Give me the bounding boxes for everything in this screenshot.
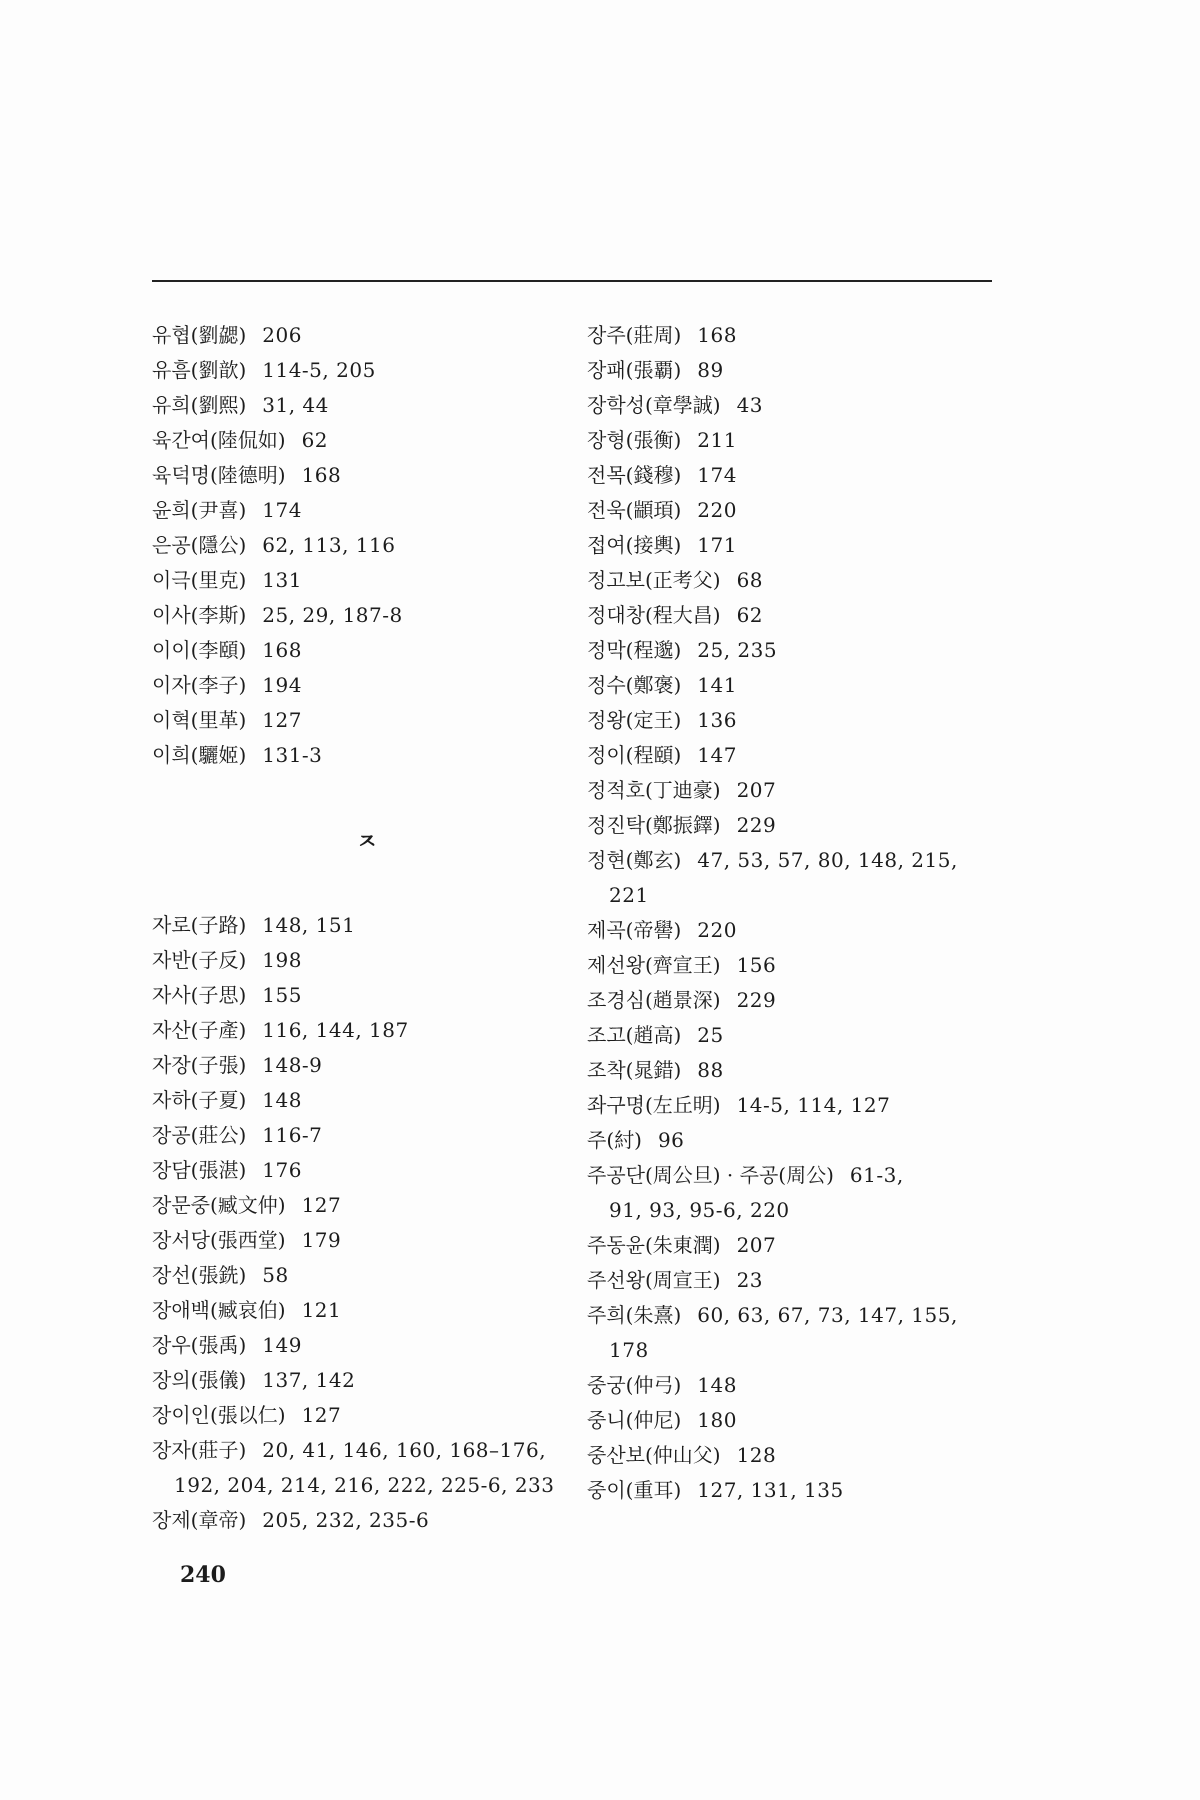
index-term: 장담(張湛) <box>152 1158 247 1182</box>
index-entry <box>152 353 582 388</box>
index-entry <box>152 1398 582 1433</box>
index-term: 이사(李斯) <box>152 603 247 627</box>
index-pages: 220 <box>697 498 737 522</box>
index-entry <box>587 1368 1017 1403</box>
index-term: 윤희(尹喜) <box>152 498 247 522</box>
index-entry <box>587 318 1017 353</box>
index-term: 정진탁(鄭振鐸) <box>587 813 721 837</box>
index-entry <box>152 458 582 493</box>
index-entry <box>587 1473 1017 1508</box>
index-entry <box>587 598 1017 633</box>
index-term: 접여(接輿) <box>587 533 682 557</box>
index-term: 제선왕(齊宣王) <box>587 953 721 977</box>
index-pages: 58 <box>262 1263 289 1287</box>
index-entry <box>152 1293 582 1328</box>
index-term: 장주(莊周) <box>587 323 682 347</box>
index-entry <box>152 1048 582 1083</box>
index-pages: 174 <box>697 463 737 487</box>
index-entry <box>587 1018 1017 1053</box>
index-entry <box>587 1088 1017 1123</box>
index-pages: 206 <box>262 323 302 347</box>
index-term: 장공(莊公) <box>152 1123 247 1147</box>
index-pages: 25 <box>697 1023 724 1047</box>
index-pages-continued: 192, 204, 214, 216, 222, 225-6, 233 <box>174 1473 555 1497</box>
index-term: 좌구명(左丘明) <box>587 1093 721 1117</box>
index-term: 이극(里克) <box>152 568 247 592</box>
index-pages: 148 <box>697 1373 737 1397</box>
index-term: 중이(重耳) <box>587 1478 682 1502</box>
index-pages: 176 <box>262 1158 302 1182</box>
header-rule <box>152 280 992 282</box>
index-entry <box>152 1118 582 1153</box>
index-pages: 205, 232, 235-6 <box>262 1508 430 1532</box>
index-pages: 62, 113, 116 <box>262 533 396 557</box>
index-entry <box>152 633 582 668</box>
index-pages: 207 <box>736 1233 777 1257</box>
index-pages: 116-7 <box>262 1123 323 1147</box>
index-entry <box>587 1053 1017 1088</box>
index-term: 장선(張銑) <box>152 1263 247 1287</box>
index-entry <box>152 598 582 633</box>
index-entry <box>152 388 582 423</box>
index-pages: 174 <box>262 498 302 522</box>
index-pages: 116, 144, 187 <box>262 1018 409 1042</box>
index-pages: 137, 142 <box>262 1368 356 1392</box>
index-term: 자장(子張) <box>152 1053 247 1077</box>
index-entry <box>587 703 1017 738</box>
index-pages: 131 <box>262 568 302 592</box>
index-pages-continued: 178 <box>609 1338 649 1362</box>
index-term: 정수(鄭褒) <box>587 673 682 697</box>
index-term: 이희(驪姬) <box>152 743 247 767</box>
index-entry <box>587 843 1017 878</box>
index-pages: 207 <box>736 778 777 802</box>
index-entry <box>587 913 1017 948</box>
index-pages: 147 <box>697 743 737 767</box>
right-column <box>587 318 1017 1508</box>
index-entry <box>152 1503 582 1538</box>
index-pages: 114-5, 205 <box>262 358 376 382</box>
index-term: 중산보(仲山父) <box>587 1443 721 1467</box>
index-pages: 89 <box>697 358 724 382</box>
index-pages: 127 <box>301 1403 342 1427</box>
index-term: 육간여(陸侃如) <box>152 428 286 452</box>
index-entry <box>587 493 1017 528</box>
index-entry <box>152 1258 582 1293</box>
index-entry <box>587 983 1017 1018</box>
index-entry <box>587 1263 1017 1298</box>
index-term: 자반(子反) <box>152 948 247 972</box>
index-pages: 136 <box>697 708 737 732</box>
index-entry <box>587 1123 1017 1158</box>
index-entry <box>152 978 582 1013</box>
index-entry <box>152 1013 582 1048</box>
index-entry <box>152 738 582 773</box>
index-term: 자사(子思) <box>152 983 247 1007</box>
index-term: 유흠(劉歆) <box>152 358 247 382</box>
index-entry <box>587 668 1017 703</box>
index-pages: 168 <box>697 323 737 347</box>
index-entry <box>587 738 1017 773</box>
index-pages: 47, 53, 57, 80, 148, 215, <box>697 848 958 872</box>
index-term: 장패(張覇) <box>587 358 682 382</box>
index-pages: 25, 29, 187-8 <box>262 603 403 627</box>
index-term: 장제(章帝) <box>152 1508 247 1532</box>
index-entry <box>587 1158 1017 1193</box>
index-pages: 25, 235 <box>697 638 778 662</box>
left-entries-after-section <box>152 908 582 1538</box>
index-term: 자산(子產) <box>152 1018 247 1042</box>
index-entry <box>587 458 1017 493</box>
index-pages: 148, 151 <box>262 913 356 937</box>
index-term: 유협(劉勰) <box>152 323 247 347</box>
index-pages: 61-3, <box>849 1163 904 1187</box>
index-entry <box>152 318 582 353</box>
index-entry <box>152 1433 582 1468</box>
index-entry <box>152 668 582 703</box>
left-column <box>152 318 582 1538</box>
index-term: 정대창(程大昌) <box>587 603 721 627</box>
index-term: 주공단(周公旦) · 주공(周公) <box>587 1163 834 1187</box>
index-pages: 194 <box>262 673 302 697</box>
index-pages: 229 <box>736 988 777 1012</box>
index-entry <box>152 493 582 528</box>
index-pages: 127, 131, 135 <box>697 1478 844 1502</box>
index-entry <box>587 808 1017 843</box>
index-term: 정막(程邈) <box>587 638 682 662</box>
index-entry <box>587 633 1017 668</box>
index-term: 정왕(定王) <box>587 708 682 732</box>
index-entry <box>587 1228 1017 1263</box>
index-term: 주희(朱熹) <box>587 1303 682 1327</box>
index-pages: 148 <box>262 1088 302 1112</box>
index-pages: 88 <box>697 1058 724 1082</box>
index-pages: 96 <box>657 1128 685 1152</box>
index-term: 장의(張儀) <box>152 1368 247 1392</box>
index-term: 유희(劉熙) <box>152 393 247 417</box>
index-pages: 168 <box>262 638 302 662</box>
page-number: 240 <box>180 1562 226 1588</box>
index-term: 장이인(張以仁) <box>152 1403 286 1427</box>
index-term: 정적호(丁迪豪) <box>587 778 721 802</box>
index-pages: 156 <box>736 953 777 977</box>
index-entry <box>587 353 1017 388</box>
index-term: 정현(鄭玄) <box>587 848 682 872</box>
index-pages: 211 <box>697 428 737 452</box>
left-entries-before-section <box>152 318 582 773</box>
index-entry <box>152 1083 582 1118</box>
index-pages: 31, 44 <box>262 393 329 417</box>
index-term: 장문중(臧文仲) <box>152 1193 286 1217</box>
index-term: 중니(仲尼) <box>587 1408 682 1432</box>
index-pages: 23 <box>736 1268 764 1292</box>
index-pages: 179 <box>301 1228 342 1252</box>
index-pages: 43 <box>736 393 764 417</box>
index-term: 정고보(正考父) <box>587 568 721 592</box>
index-term: 장형(張衡) <box>587 428 682 452</box>
index-pages: 198 <box>262 948 302 972</box>
index-term: 주동윤(朱東潤) <box>587 1233 721 1257</box>
index-entry <box>587 773 1017 808</box>
index-pages: 149 <box>262 1333 302 1357</box>
index-pages: 62 <box>736 603 764 627</box>
index-pages-continued: 91, 93, 95-6, 220 <box>609 1198 790 1222</box>
index-entry <box>587 563 1017 598</box>
index-pages-continued: 221 <box>609 883 649 907</box>
index-entry <box>152 943 582 978</box>
index-entry <box>152 563 582 598</box>
index-pages: 131-3 <box>262 743 323 767</box>
index-pages: 180 <box>697 1408 737 1432</box>
index-entry <box>152 1363 582 1398</box>
index-entry <box>152 908 582 943</box>
index-term: 이이(李頤) <box>152 638 247 662</box>
index-term: 제곡(帝嚳) <box>587 918 682 942</box>
index-entry <box>152 1153 582 1188</box>
index-entry <box>587 1403 1017 1438</box>
index-term: 이자(李子) <box>152 673 247 697</box>
index-entry <box>587 528 1017 563</box>
index-pages: 127 <box>262 708 302 732</box>
index-term: 은공(隱公) <box>152 533 247 557</box>
index-entry <box>152 1328 582 1363</box>
index-entry <box>152 703 582 738</box>
index-pages: 220 <box>697 918 737 942</box>
index-term: 조고(趙高) <box>587 1023 682 1047</box>
index-term: 조착(晁錯) <box>587 1058 682 1082</box>
index-term: 자하(子夏) <box>152 1088 247 1112</box>
index-entry <box>587 1438 1017 1473</box>
index-pages: 60, 63, 67, 73, 147, 155, <box>697 1303 958 1327</box>
index-term: 중궁(仲弓) <box>587 1373 682 1397</box>
index-term: 조경심(趙景深) <box>587 988 721 1012</box>
index-term: 주(紂) <box>587 1128 642 1152</box>
index-entry <box>587 388 1017 423</box>
index-term: 주선왕(周宣王) <box>587 1268 721 1292</box>
index-term: 육덕명(陸德明) <box>152 463 286 487</box>
index-pages: 171 <box>697 533 737 557</box>
index-pages: 14-5, 114, 127 <box>736 1093 891 1117</box>
index-pages: 20, 41, 146, 160, 168–176, <box>262 1438 547 1462</box>
index-entry <box>152 423 582 458</box>
index-entry <box>152 528 582 563</box>
right-entries <box>587 318 1017 1508</box>
index-pages: 168 <box>301 463 342 487</box>
index-term: 이혁(里革) <box>152 708 247 732</box>
index-term: 장자(莊子) <box>152 1438 247 1462</box>
index-pages: 128 <box>736 1443 777 1467</box>
index-term: 장애백(臧哀伯) <box>152 1298 286 1322</box>
index-pages: 68 <box>736 568 764 592</box>
index-pages: 62 <box>301 428 329 452</box>
index-entry <box>587 423 1017 458</box>
index-term: 정이(程頤) <box>587 743 682 767</box>
index-pages: 229 <box>736 813 777 837</box>
index-pages: 148-9 <box>262 1053 323 1077</box>
index-term: 장서당(張西堂) <box>152 1228 286 1252</box>
index-pages: 127 <box>301 1193 342 1217</box>
index-term: 전목(錢穆) <box>587 463 682 487</box>
index-entry <box>152 1188 582 1223</box>
index-term: 전욱(顓頊) <box>587 498 682 522</box>
index-term: 자로(子路) <box>152 913 247 937</box>
section-heading: ㅈ <box>356 830 378 855</box>
index-entry <box>587 948 1017 983</box>
index-term: 장우(張禹) <box>152 1333 247 1357</box>
index-pages: 121 <box>301 1298 342 1322</box>
index-term: 장학성(章學誠) <box>587 393 721 417</box>
index-entry <box>587 1298 1017 1333</box>
index-pages: 141 <box>697 673 737 697</box>
index-pages: 155 <box>262 983 302 1007</box>
index-entry <box>152 1223 582 1258</box>
